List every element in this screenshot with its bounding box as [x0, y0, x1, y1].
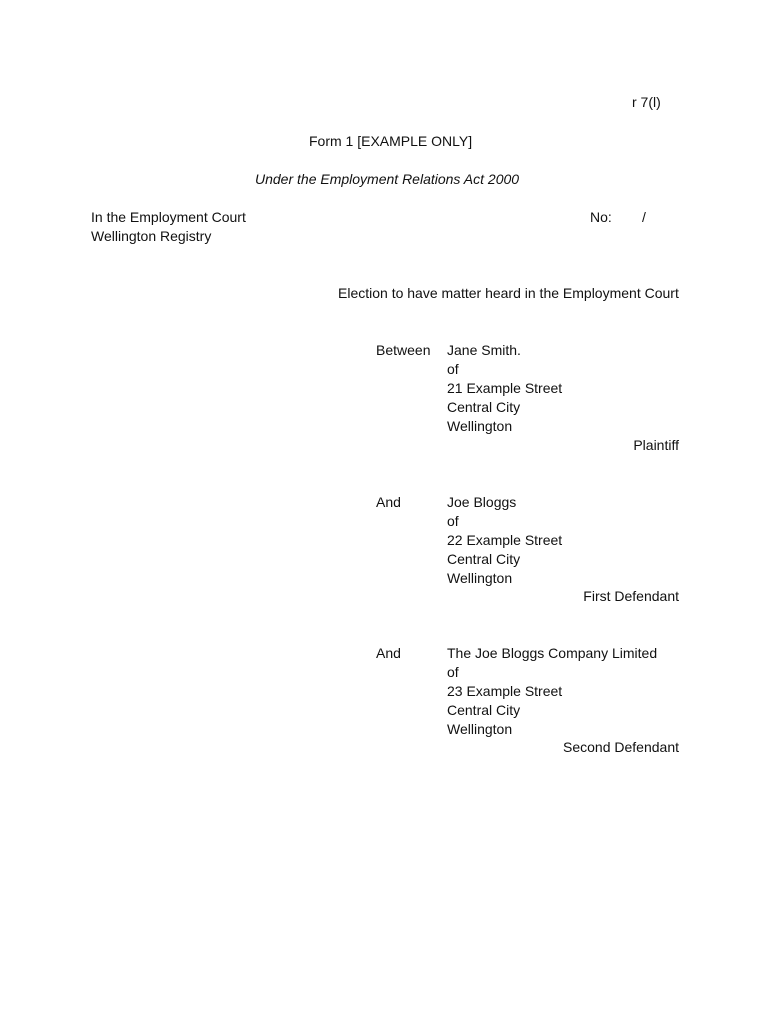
act-title: Under the Employment Relations Act 2000	[255, 171, 520, 187]
party-of: of	[447, 513, 459, 529]
party-street: 22 Example Street	[447, 532, 563, 548]
party-city: Wellington	[447, 418, 513, 434]
party-area: Central City	[447, 399, 521, 415]
party-role-first-defendant: First Defendant	[583, 588, 679, 604]
case-number-label: No:	[590, 209, 612, 225]
party-connector-and-1: And	[376, 494, 401, 510]
party-role-plaintiff: Plaintiff	[633, 437, 679, 453]
document-title: Election to have matter heard in the Employment Court	[338, 285, 679, 301]
party-of: of	[447, 361, 459, 377]
party-city: Wellington	[447, 721, 513, 737]
party-connector-between: Between	[376, 342, 431, 358]
court-info	[91, 208, 246, 246]
party-role-second-defendant: Second Defendant	[563, 739, 679, 755]
party-street: 21 Example Street	[447, 380, 563, 396]
case-number-separator: /	[642, 209, 646, 225]
party-city: Wellington	[447, 570, 513, 586]
party-name: Jane Smith.	[447, 342, 521, 358]
party-first-defendant-details	[447, 493, 562, 588]
party-name: Joe Bloggs	[447, 494, 517, 510]
party-second-defendant-details	[447, 644, 657, 739]
rule-reference: r 7(l)	[632, 94, 661, 110]
party-name: The Joe Bloggs Company Limited	[447, 645, 658, 661]
party-area: Central City	[447, 551, 521, 567]
form-title: Form 1 [EXAMPLE ONLY]	[309, 133, 473, 149]
court-registry: Wellington Registry	[91, 228, 212, 244]
party-connector-and-2: And	[376, 645, 401, 661]
party-area: Central City	[447, 702, 521, 718]
party-plaintiff-details	[447, 341, 562, 436]
party-street: 23 Example Street	[447, 683, 563, 699]
court-name: In the Employment Court	[91, 209, 246, 225]
party-of: of	[447, 664, 459, 680]
